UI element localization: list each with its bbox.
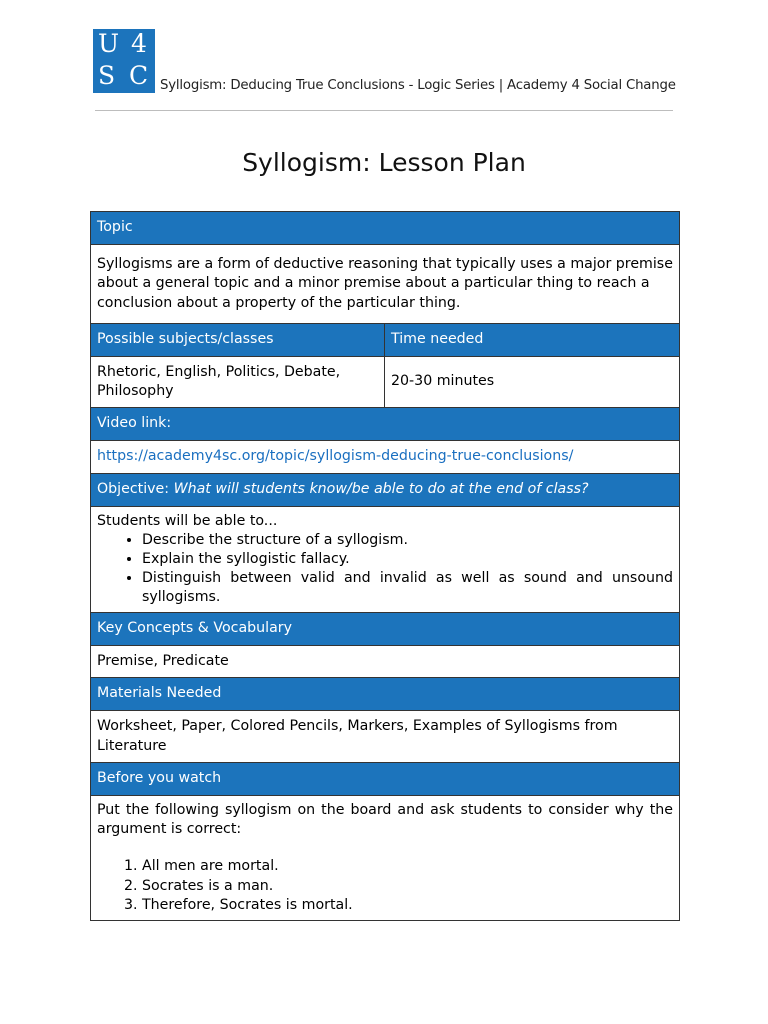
video-link-row	[91, 441, 680, 474]
concepts-body-row	[91, 646, 680, 678]
video-link[interactable]: https://academy4sc.org/topic/syllogism-deducing-true-conclusions/	[97, 448, 574, 465]
video-label: Video link:	[91, 408, 680, 441]
materials-value: Worksheet, Paper, Colored Pencils, Markers, Examples of Syllogisms from Literature	[91, 711, 680, 763]
logo-letter-4: 4	[131, 29, 147, 58]
concepts-value: Premise, Predicate	[91, 646, 680, 678]
objective-header-row	[91, 474, 680, 507]
list-item: • Distinguish between valid and invalid as well as sound and unsound syllogisms.	[142, 569, 673, 607]
concepts-header-row	[91, 613, 680, 646]
time-label: Time needed	[385, 324, 680, 357]
list-item: • Describe the structure of a syllogism.	[142, 531, 673, 550]
objective-intro: Students will be able to...	[97, 512, 278, 529]
concepts-label: Key Concepts & Vocabulary	[91, 613, 680, 646]
list-item: 1. All men are mortal.	[142, 857, 673, 876]
list-item: 2. Socrates is a man.	[142, 877, 673, 896]
logo-letter-c: C	[129, 61, 149, 90]
before-intro: Put the following syllogism on the board and ask students to consider why the argument is correct:	[97, 802, 673, 838]
before-body	[91, 796, 680, 921]
objective-label: Objective:	[97, 481, 170, 498]
objective-list	[97, 531, 673, 608]
logo-letter-u: U	[98, 29, 120, 58]
topic-description: Syllogisms are a form of deductive reasoning that typically uses a major premise about a general topic and a minor premise about a particular thing to reach a conclusion about a property of the particular thing.	[91, 245, 680, 324]
video-header-row	[91, 408, 680, 441]
subjects-time-row	[91, 357, 680, 408]
topic-label: Topic	[91, 212, 680, 245]
academy-logo	[93, 29, 155, 93]
before-label: Before you watch	[91, 763, 680, 796]
before-body-row	[91, 796, 680, 921]
materials-body-row	[91, 711, 680, 763]
subjects-time-header-row	[91, 324, 680, 357]
time-value: 20-30 minutes	[385, 357, 680, 408]
subjects-value: Rhetoric, English, Politics, Debate, Philosophy	[91, 357, 385, 408]
page-title: Syllogism: Lesson Plan	[242, 148, 526, 177]
topic-header-row	[91, 212, 680, 245]
topic-body-row	[91, 245, 680, 324]
logo-letter-s: S	[98, 61, 116, 90]
before-header-row	[91, 763, 680, 796]
list-item: 3. Therefore, Socrates is mortal.	[142, 896, 673, 915]
header-divider	[95, 110, 673, 111]
objective-question: What will students know/be able to do at the end of class?	[173, 481, 589, 498]
spacer	[97, 839, 673, 857]
subjects-label: Possible subjects/classes	[91, 324, 385, 357]
objective-header	[91, 474, 680, 507]
objective-body	[91, 507, 680, 613]
objective-body-row	[91, 507, 680, 613]
materials-label: Materials Needed	[91, 678, 680, 711]
running-header: Syllogism: Deducing True Conclusions - Logic Series | Academy 4 Social Change	[160, 78, 676, 93]
materials-header-row	[91, 678, 680, 711]
list-item: • Explain the syllogistic fallacy.	[142, 550, 673, 569]
syllogism-list	[97, 857, 673, 915]
lesson-plan-table	[90, 211, 680, 921]
video-link-cell	[91, 441, 680, 474]
